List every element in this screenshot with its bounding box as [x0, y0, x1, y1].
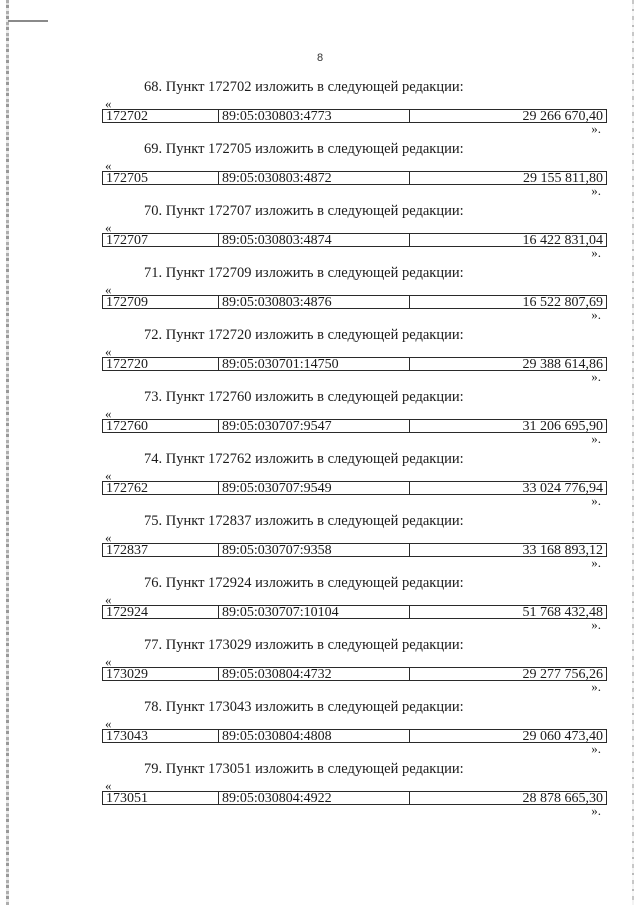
amendment-heading: 79. Пункт 173051 изложить в следующей редакции:: [144, 761, 464, 777]
amendment-item: [102, 568, 607, 630]
table-row: [102, 791, 607, 805]
amendment-item: [102, 196, 607, 258]
cadastral-number-cell: 89:05:030707:9549: [219, 482, 410, 494]
item-code-cell: 172707: [103, 234, 219, 246]
amendment-item: [102, 506, 607, 568]
scan-edge-right: [632, 0, 634, 905]
item-code-cell: 173051: [103, 792, 219, 804]
opening-quote: «: [105, 592, 112, 607]
cadastral-number-cell: 89:05:030707:10104: [219, 606, 410, 618]
table-row: [102, 419, 607, 433]
item-code-cell: 173043: [103, 730, 219, 742]
item-code-cell: 172720: [103, 358, 219, 370]
closing-quote: ».: [591, 369, 601, 384]
value-cell: 33 168 893,12: [522, 544, 603, 556]
value-cell: 28 878 665,30: [522, 792, 603, 804]
opening-quote: «: [105, 96, 112, 111]
amendment-item: [102, 72, 607, 134]
table-row: [102, 729, 607, 743]
amendment-item: [102, 754, 607, 816]
cadastral-number-cell: 89:05:030804:4732: [219, 668, 410, 680]
item-code-cell: 172709: [103, 296, 219, 308]
closing-quote: ».: [591, 617, 601, 632]
opening-quote: «: [105, 220, 112, 235]
closing-quote: ».: [591, 183, 601, 198]
opening-quote: «: [105, 282, 112, 297]
closing-quote: ».: [591, 679, 601, 694]
amendment-heading: 73. Пункт 172760 изложить в следующей редакции:: [144, 389, 464, 405]
item-code-cell: 172702: [103, 110, 219, 122]
scan-edge-left: [6, 0, 9, 905]
closing-quote: ».: [591, 741, 601, 756]
amendment-item: [102, 692, 607, 754]
value-cell: 29 155 811,80: [523, 172, 603, 184]
amendment-item: [102, 444, 607, 506]
table-row: [102, 481, 607, 495]
cadastral-number-cell: 89:05:030707:9358: [219, 544, 410, 556]
value-cell: 51 768 432,48: [522, 606, 603, 618]
page-number: 8: [316, 52, 324, 64]
value-cell: 29 266 670,40: [522, 110, 603, 122]
closing-quote: ».: [591, 121, 601, 136]
opening-quote: «: [105, 468, 112, 483]
table-row: [102, 605, 607, 619]
opening-quote: «: [105, 716, 112, 731]
amendment-list: [102, 72, 607, 816]
amendment-item: [102, 258, 607, 320]
table-row: [102, 109, 607, 123]
opening-quote: «: [105, 344, 112, 359]
amendment-item: [102, 382, 607, 444]
opening-quote: «: [105, 654, 112, 669]
cadastral-number-cell: 89:05:030804:4922: [219, 792, 410, 804]
amendment-heading: 72. Пункт 172720 изложить в следующей редакции:: [144, 327, 464, 343]
cadastral-number-cell: 89:05:030803:4874: [219, 234, 410, 246]
closing-quote: ».: [591, 307, 601, 322]
item-code-cell: 173029: [103, 668, 219, 680]
amendment-item: [102, 320, 607, 382]
cadastral-number-cell: 89:05:030804:4808: [219, 730, 410, 742]
amendment-item: [102, 630, 607, 692]
item-code-cell: 172760: [103, 420, 219, 432]
table-row: [102, 171, 607, 185]
cadastral-number-cell: 89:05:030701:14750: [219, 358, 410, 370]
closing-quote: ».: [591, 803, 601, 818]
cadastral-number-cell: 89:05:030803:4876: [219, 296, 410, 308]
cadastral-number-cell: 89:05:030803:4773: [219, 110, 410, 122]
table-row: [102, 295, 607, 309]
value-cell: 29 388 614,86: [522, 358, 603, 370]
table-row: [102, 233, 607, 247]
value-cell: 29 060 473,40: [522, 730, 603, 742]
closing-quote: ».: [591, 431, 601, 446]
amendment-heading: 68. Пункт 172702 изложить в следующей редакции:: [144, 79, 464, 95]
table-row: [102, 357, 607, 371]
scan-edge-top: [8, 20, 48, 22]
amendment-heading: 76. Пункт 172924 изложить в следующей редакции:: [144, 575, 464, 591]
closing-quote: ».: [591, 493, 601, 508]
amendment-heading: 78. Пункт 173043 изложить в следующей редакции:: [144, 699, 464, 715]
value-cell: 33 024 776,94: [522, 482, 603, 494]
amendment-item: [102, 134, 607, 196]
cadastral-number-cell: 89:05:030803:4872: [219, 172, 410, 184]
item-code-cell: 172924: [103, 606, 219, 618]
item-code-cell: 172762: [103, 482, 219, 494]
table-row: [102, 667, 607, 681]
opening-quote: «: [105, 778, 112, 793]
closing-quote: ».: [591, 555, 601, 570]
value-cell: 29 277 756,26: [522, 668, 603, 680]
opening-quote: «: [105, 530, 112, 545]
item-code-cell: 172837: [103, 544, 219, 556]
table-row: [102, 543, 607, 557]
amendment-heading: 71. Пункт 172709 изложить в следующей редакции:: [144, 265, 464, 281]
cadastral-number-cell: 89:05:030707:9547: [219, 420, 410, 432]
amendment-heading: 77. Пункт 173029 изложить в следующей редакции:: [144, 637, 464, 653]
value-cell: 16 422 831,04: [522, 234, 603, 246]
opening-quote: «: [105, 406, 112, 421]
amendment-heading: 69. Пункт 172705 изложить в следующей редакции:: [144, 141, 464, 157]
amendment-heading: 75. Пункт 172837 изложить в следующей редакции:: [144, 513, 464, 529]
opening-quote: «: [105, 158, 112, 173]
value-cell: 16 522 807,69: [522, 296, 603, 308]
closing-quote: ».: [591, 245, 601, 260]
amendment-heading: 70. Пункт 172707 изложить в следующей редакции:: [144, 203, 464, 219]
item-code-cell: 172705: [103, 172, 219, 184]
value-cell: 31 206 695,90: [522, 420, 603, 432]
amendment-heading: 74. Пункт 172762 изложить в следующей редакции:: [144, 451, 464, 467]
